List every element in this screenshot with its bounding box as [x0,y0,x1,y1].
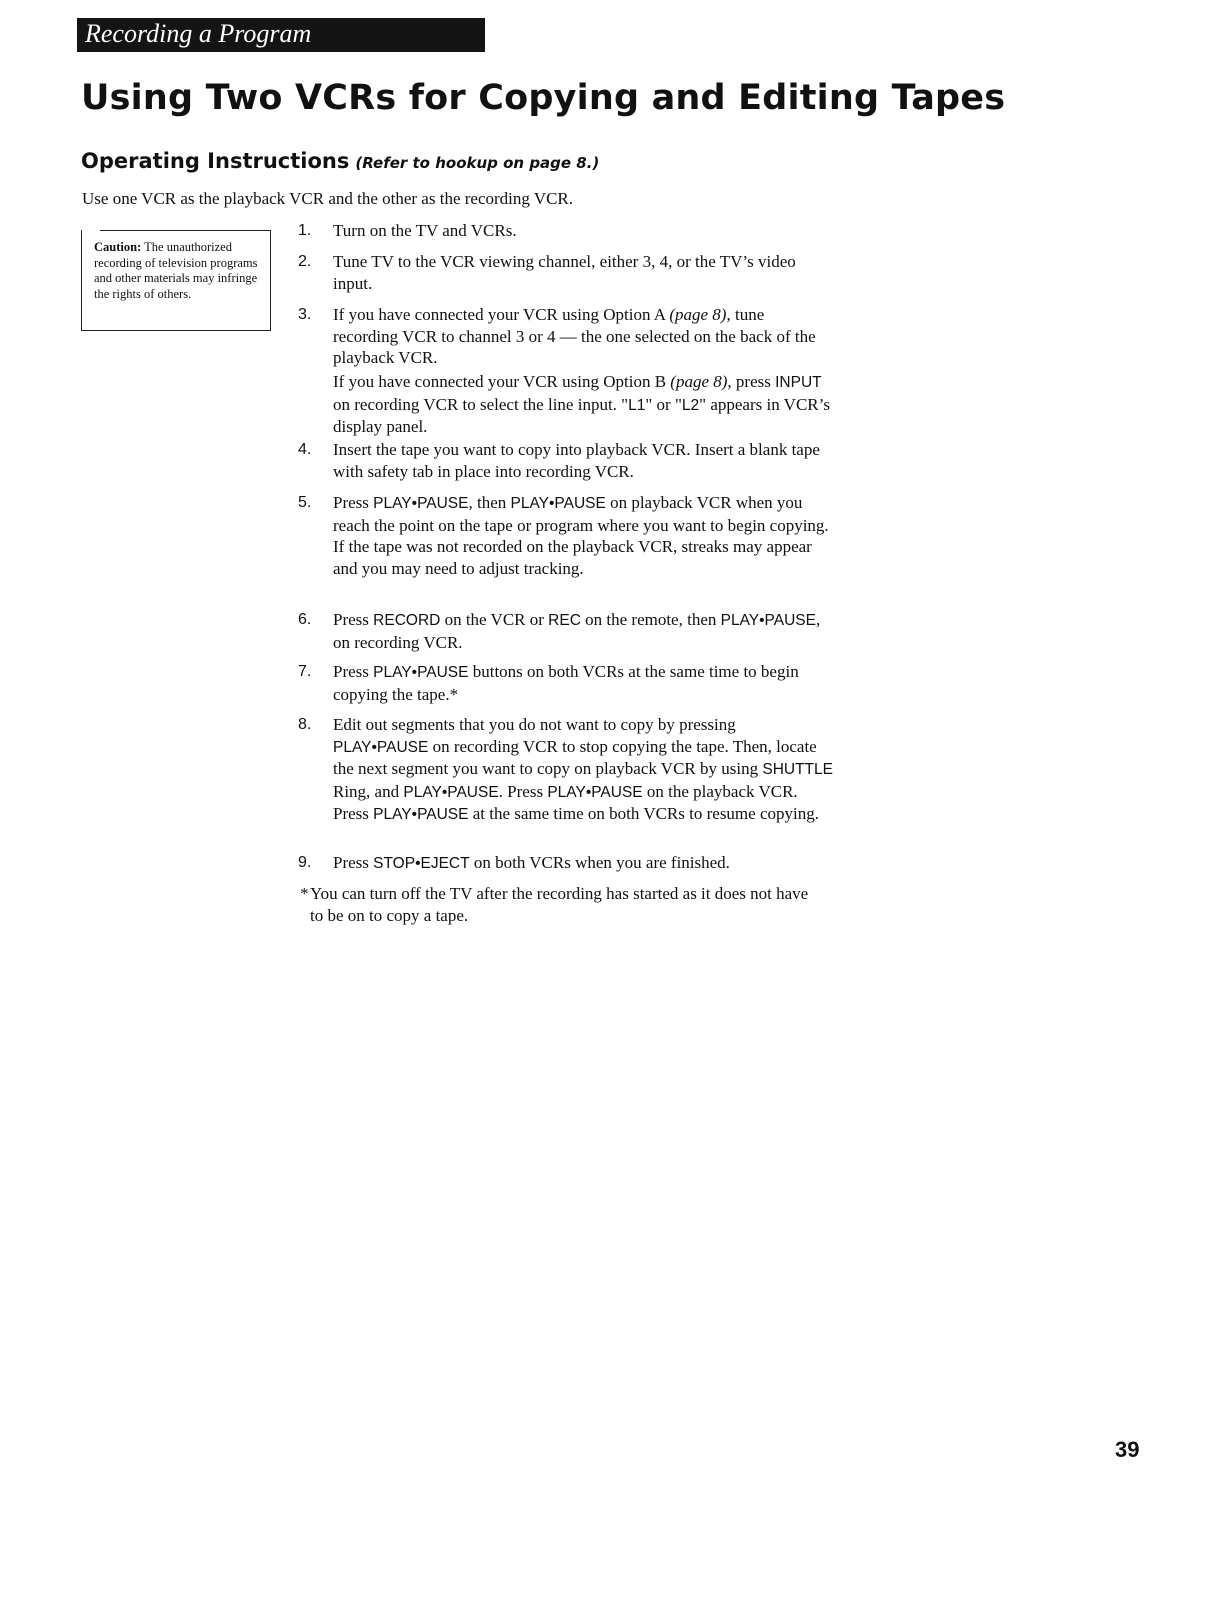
control-key-name: L2 [681,396,700,414]
step-text [333,371,833,438]
step-number: 1. [298,222,312,239]
step-number: 3. [298,306,312,323]
step-text-run: on the VCR or [440,610,549,629]
step-text-run: on recording VCR to select the line input. " [333,394,629,414]
control-key-name: STOP•EJECT [373,855,470,872]
step-text [333,714,833,826]
step-text [333,661,833,705]
step-text [333,439,833,482]
page-reference: (page 8) [669,305,727,324]
step-text-run: , on recording VCR. [333,610,821,652]
control-key-name: PLAY•PAUSE [403,783,499,801]
step-text-run: on the remote, then [580,610,721,629]
control-key-name: REC [548,612,581,629]
step-number: 5. [298,494,312,511]
step-text-run: Tune TV to the VCR viewing channel, either 3, 4, or the TV’s video input. [333,252,796,293]
section-banner [77,18,485,52]
footnote-mark: * [300,884,309,903]
step-number: 7. [298,663,312,680]
step-text [333,852,833,875]
step-text [333,251,833,294]
step-text-run: , press [727,372,776,391]
step-text-run: Press [333,853,374,872]
step-text-run: , tune recording VCR to channel 3 or 4 — the one selected on the back of the playback VCR. [333,305,816,367]
step-text [333,609,833,653]
step-text-run: If you have connected your VCR using Option A [333,305,670,324]
step-text-run: If you have connected your VCR using Option B [333,372,671,391]
control-key-name: PLAY•PAUSE [373,495,469,512]
step-text-run: on recording VCR to stop copying the tape. Then, locate the next segment you want to copy on playback VCR by using [333,736,817,778]
footnote-text: You can turn off the TV after the recording has started as it does not have to be on to copy a tape. [310,884,809,925]
step-number: 9. [298,854,312,871]
step-number: 8. [298,716,312,733]
step-text-run: " or " [645,394,682,414]
step-text-run: . Press [498,781,548,801]
step-text-run: buttons on both VCRs at the same time to begin copying the tape.* [333,662,799,704]
control-key-name: PLAY•PAUSE [547,783,643,801]
control-key-name: PLAY•PAUSE [333,738,429,756]
step-text-run: on the playback VCR. Press [333,781,798,823]
step-number: 6. [298,611,312,628]
control-key-name: PLAY•PAUSE [720,612,816,629]
page-title: Using Two VCRs for Copying and Editing Tapes [81,78,1006,118]
page-reference: (page 8) [670,372,728,391]
section-subheading [81,146,599,174]
step-text-run: , then [468,493,511,512]
subheading-title: Operating Instructions [81,149,350,173]
control-key-name: L1 [628,396,646,414]
step-text-run: on playback VCR when you reach the point on the tape or program where you want to begin copying. If the tape was not recorded on the playback VCR, streaks may appear and you may need to adjust tracking. [333,493,829,578]
subheading-page-reference: (Refer to hookup on page 8.) [355,154,600,172]
control-key-name: PLAY•PAUSE [510,495,606,512]
control-key-name: RECORD [373,612,441,629]
step-text [333,492,833,579]
section-banner-label: Recording a Program [85,19,312,48]
step-text-run: Press [333,662,374,681]
step-text-run: on both VCRs when you are finished. [469,853,730,872]
step-number: 2. [298,253,312,270]
step-text [333,304,833,369]
step-text-run: Press [333,610,374,629]
control-key-name: PLAY•PAUSE [373,664,469,681]
step-text [333,220,833,242]
page-number: 39 [1115,1437,1140,1462]
intro-paragraph: Use one VCR as the playback VCR and the other as the recording VCR. [82,189,574,208]
step-text-run: Press [333,493,374,512]
step-text-run: Insert the tape you want to copy into playback VCR. Insert a blank tape with safety tab in place into recording VCR. [333,440,820,481]
caution-box [81,230,271,331]
caution-box-top-rule [100,230,271,231]
step-text-run: Edit out segments that you do not want to copy by pressing [333,715,736,734]
step-number: 4. [298,441,312,458]
caution-text [94,240,266,302]
step-text-run: " appears in VCR’s display panel. [333,394,830,436]
control-key-name: SHUTTLE [762,761,833,778]
caution-body: The unauthorized recording of television programs and other materials may infringe the rights of others. [94,240,258,301]
step-text-run: at the same time on both VCRs to resume copying. [468,804,819,823]
step-text-run: Turn on the TV and VCRs. [333,221,517,240]
control-key-name: INPUT [775,374,822,391]
step-text-run: Ring, and [333,781,404,801]
caution-label: Caution: [94,240,142,254]
control-key-name: PLAY•PAUSE [373,806,469,823]
